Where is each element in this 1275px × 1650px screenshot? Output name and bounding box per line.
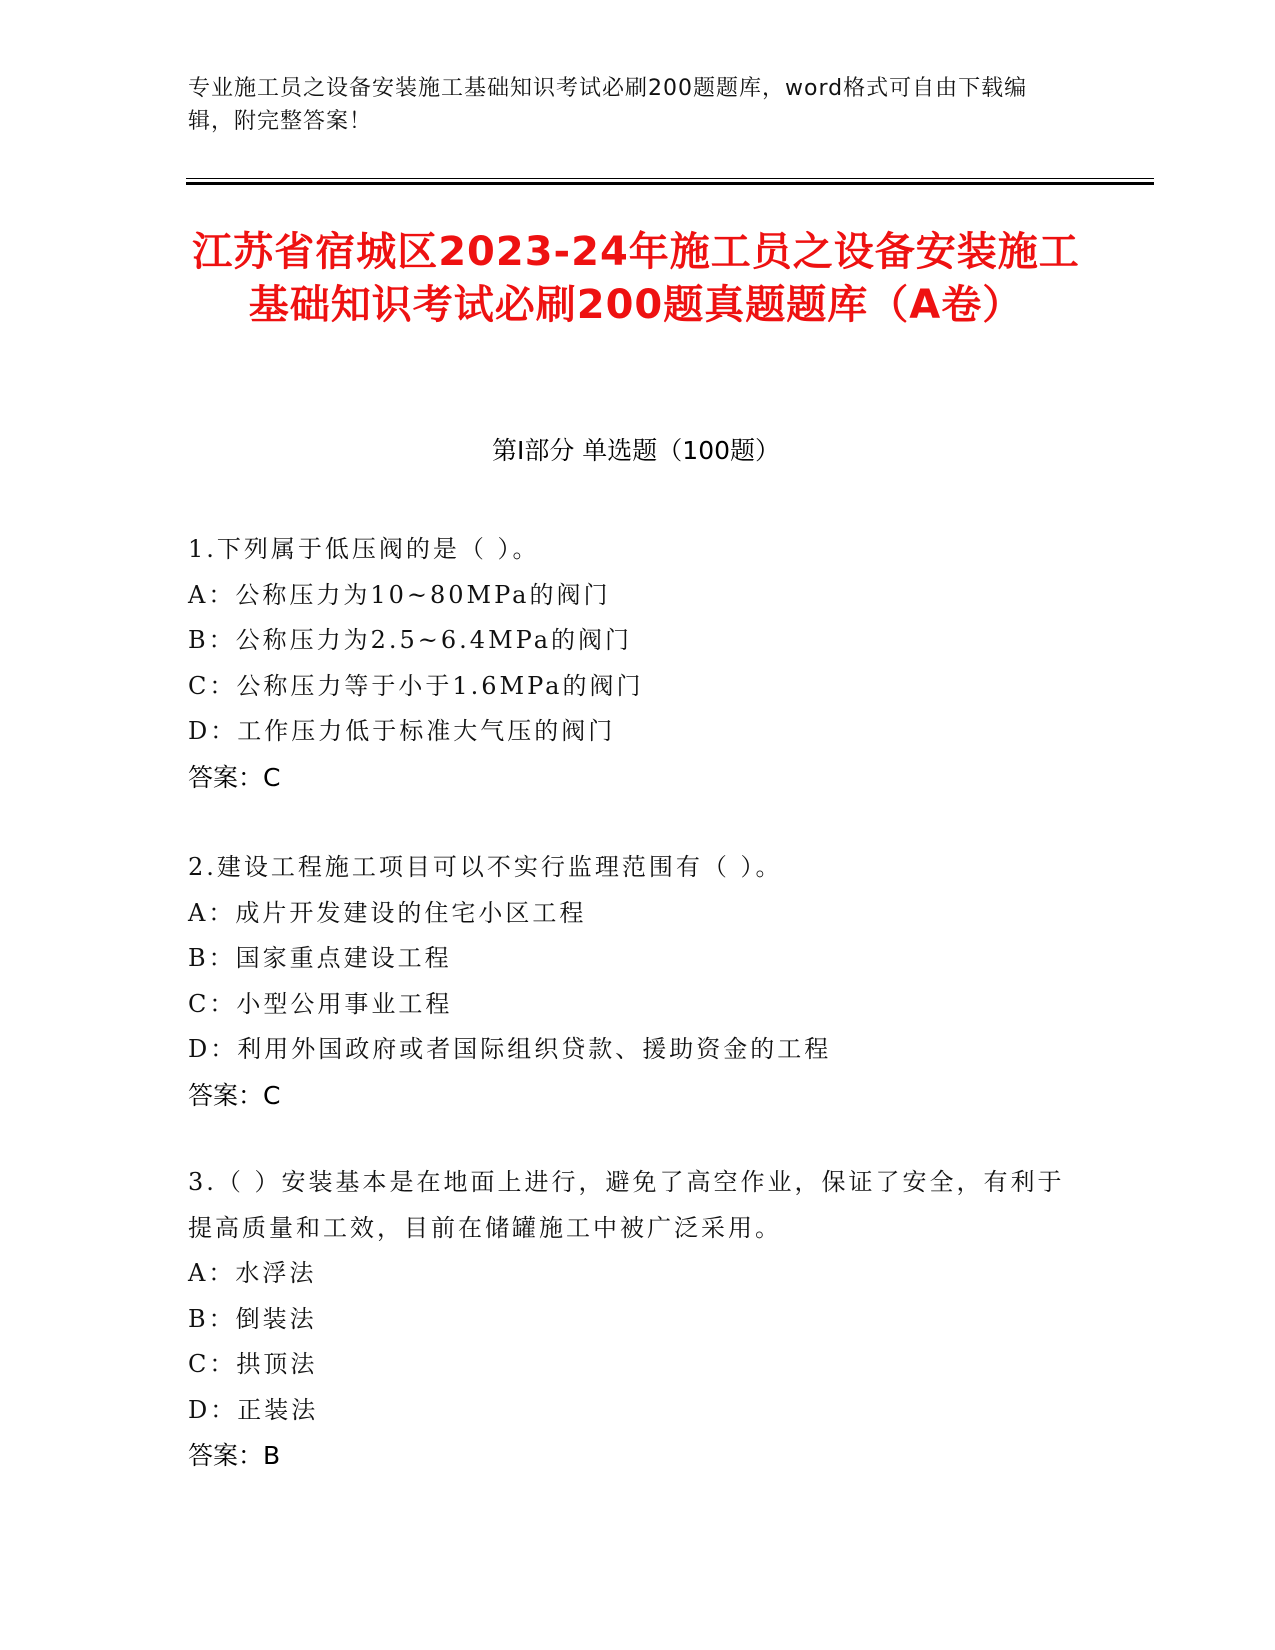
option-a: A：公称压力为10~80MPa的阀门 <box>188 580 611 609</box>
option-b: B：公称压力为2.5~6.4MPa的阀门 <box>188 626 633 654</box>
option-d: D：正装法 <box>188 1395 319 1424</box>
option-c: C：拱顶法 <box>188 1350 318 1378</box>
answer: 答案：C <box>188 1080 281 1110</box>
option-a: A：成片开发建设的住宅小区工程 <box>188 898 587 927</box>
answer: 答案：B <box>188 1441 281 1470</box>
option-c: C：小型公用事业工程 <box>188 989 453 1018</box>
option-d: D：利用外国政府或者国际组织贷款、援助资金的工程 <box>188 1035 832 1063</box>
document-title: 江苏省宿城区2023-24年施工员之设备安装施工基础知识考试必刷200题真题题库（A卷） <box>192 229 1080 328</box>
question-1 <box>188 527 1068 800</box>
question-stem: 3.（ ）安装基本是在地面上进行，避免了高空作业，保证了安全，有利于提高质量和工效，目前在储罐施工中被广泛采用。 <box>188 1168 1065 1242</box>
question-3 <box>188 1160 1068 1479</box>
option-d: D：工作压力低于标准大气压的阀门 <box>188 717 616 745</box>
question-stem: 2.建设工程施工项目可以不实行监理范围有（ ）。 <box>188 853 783 881</box>
section-heading: 第I部分 单选题（100题） <box>491 436 781 465</box>
answer: 答案：C <box>188 762 281 792</box>
question-stem: 1.下列属于低压阀的是（ ）。 <box>188 535 540 563</box>
option-a: A：水浮法 <box>188 1259 317 1287</box>
header-divider-thick <box>186 182 1154 185</box>
question-2 <box>188 845 1068 1118</box>
option-b: B：倒装法 <box>188 1304 317 1333</box>
header-divider-thin <box>186 178 1154 179</box>
option-b: B：国家重点建设工程 <box>188 944 452 972</box>
option-c: C：公称压力等于小于1.6MPa的阀门 <box>188 671 644 700</box>
header-note: 专业施工员之设备安装施工基础知识考试必刷200题题库，word格式可自由下载编辑，附完整答案！ <box>188 76 1028 134</box>
